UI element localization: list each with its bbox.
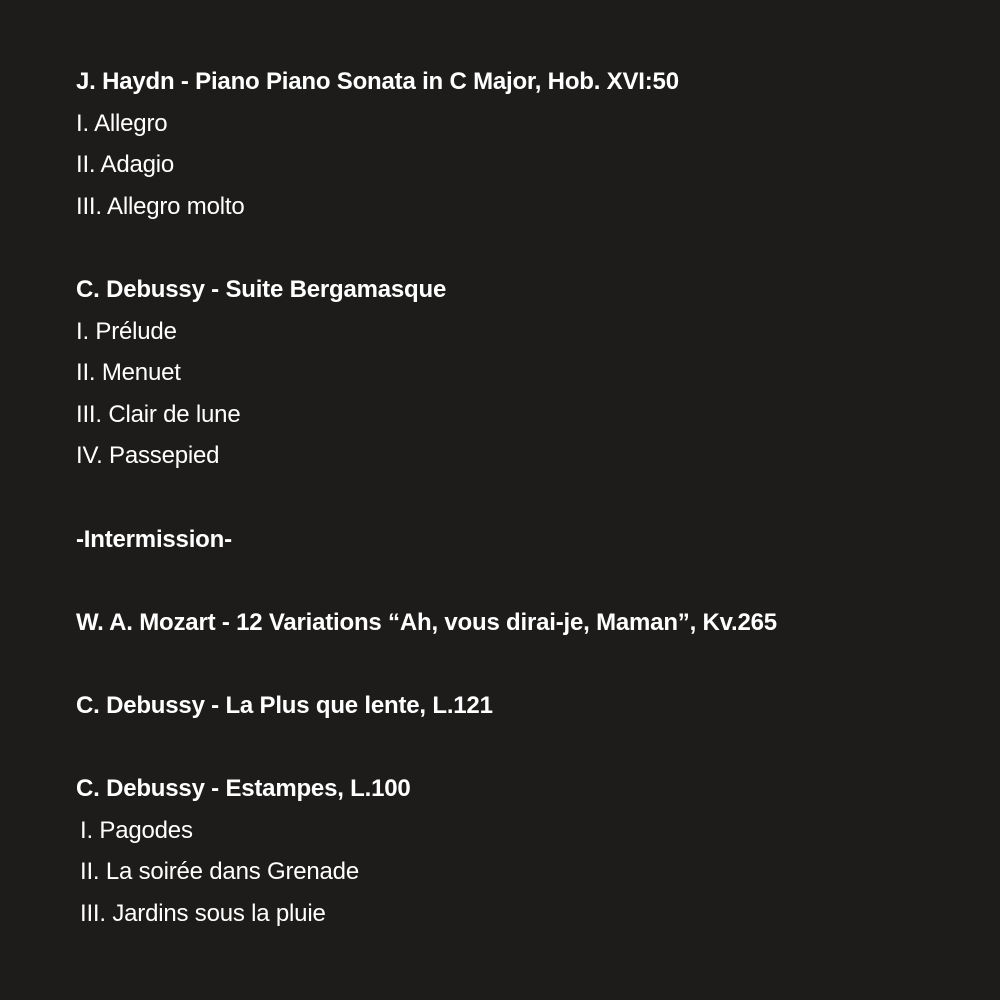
piece-title-debussy-lente: C. Debussy - La Plus que lente, L.121 [76, 691, 493, 719]
piece-title-debussy-estampes: C. Debussy - Estampes, L.100 [76, 775, 411, 803]
spacer [76, 643, 956, 685]
spacer [76, 727, 956, 769]
movement-estampes-3: III. Jardins sous la pluie [80, 899, 326, 927]
movement-haydn-2: II. Adagio [76, 151, 175, 179]
spacer [76, 227, 956, 269]
piece-title-mozart: W. A. Mozart - 12 Variations “Ah, vous dirai-je, Maman”, Kv.265 [76, 608, 777, 636]
movement-haydn-1: I. Allegro [76, 109, 168, 137]
intermission-label: -Intermission- [76, 525, 232, 553]
movement-estampes-2: II. La soirée dans Grenade [80, 858, 359, 886]
movement-estampes-1: I. Pagodes [80, 816, 193, 844]
piece-title-debussy-suite: C. Debussy - Suite Bergamasque [76, 275, 447, 303]
movement-debussy-suite-4: IV. Passepied [76, 442, 220, 470]
concert-program [76, 61, 956, 934]
spacer [76, 560, 956, 602]
movement-debussy-suite-2: II. Menuet [76, 359, 181, 387]
spacer [76, 477, 956, 519]
movement-debussy-suite-3: III. Clair de lune [76, 400, 241, 428]
movement-debussy-suite-1: I. Prélude [76, 317, 177, 345]
movement-haydn-3: III. Allegro molto [76, 192, 245, 220]
piece-title-haydn: J. Haydn - Piano Piano Sonata in C Major, Hob. XVI:50 [76, 68, 679, 95]
